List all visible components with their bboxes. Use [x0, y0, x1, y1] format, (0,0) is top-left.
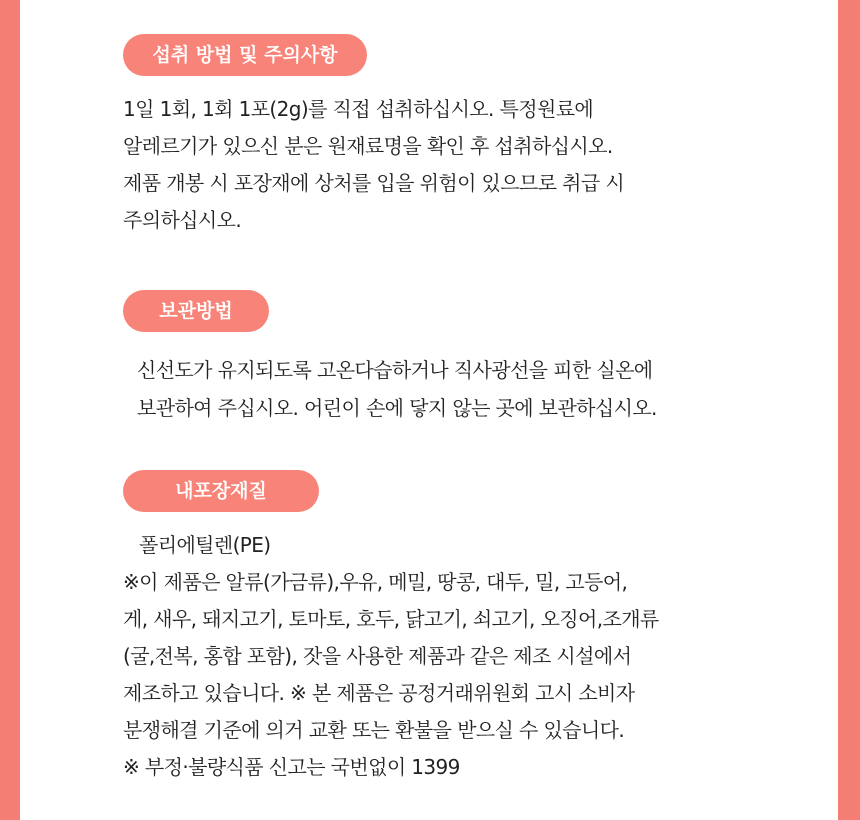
notice-line: 제조하고 있습니다. ※ 본 제품은 공정거래위원회 고시 소비자: [123, 681, 635, 705]
allergen-notice-line: ※이 제품은 알류(가금류),우유, 메밀, 땅콩, 대두, 밀, 고등어,: [123, 570, 628, 594]
body-line: 주의하십시오.: [123, 208, 242, 232]
body-line: 보관하여 주십시오. 어린이 손에 닿지 않는 곳에 보관하십시오.: [137, 396, 657, 420]
allergen-notice-line: 게, 새우, 돼지고기, 토마토, 호두, 닭고기, 쇠고기, 오징어,조개류: [123, 607, 659, 631]
allergen-notice-line: (굴,전복, 홍합 포함), 잣을 사용한 제품과 같은 제조 시설에서: [123, 644, 632, 668]
material-line: 폴리에틸렌(PE): [139, 533, 271, 557]
section-heading-storage: 보관방법: [123, 290, 269, 332]
report-hotline-line: ※ 부정·불량식품 신고는 국번없이 1399: [123, 755, 460, 779]
notice-line: 분쟁해결 기준에 의거 교환 또는 환불을 받으실 수 있습니다.: [123, 718, 625, 742]
body-line: 1일 1회, 1회 1포(2g)를 직접 섭취하십시오. 특정원료에: [123, 97, 594, 121]
section-body-packaging: [123, 527, 659, 786]
section-body-storage: [137, 351, 657, 427]
section-heading-packaging: 내포장재질: [123, 470, 319, 512]
section-heading-intake: 섭취 방법 및 주의사항: [123, 34, 367, 76]
body-line: 알레르기가 있으신 분은 원재료명을 확인 후 섭취하십시오.: [123, 134, 613, 158]
body-line: 신선도가 유지되도록 고온다습하거나 직사광선을 피한 실온에: [137, 358, 653, 382]
body-line: 제품 개봉 시 포장재에 상처를 입을 위험이 있으므로 취급 시: [123, 171, 625, 195]
content-card: [20, 0, 838, 820]
section-body-intake: [123, 91, 624, 239]
